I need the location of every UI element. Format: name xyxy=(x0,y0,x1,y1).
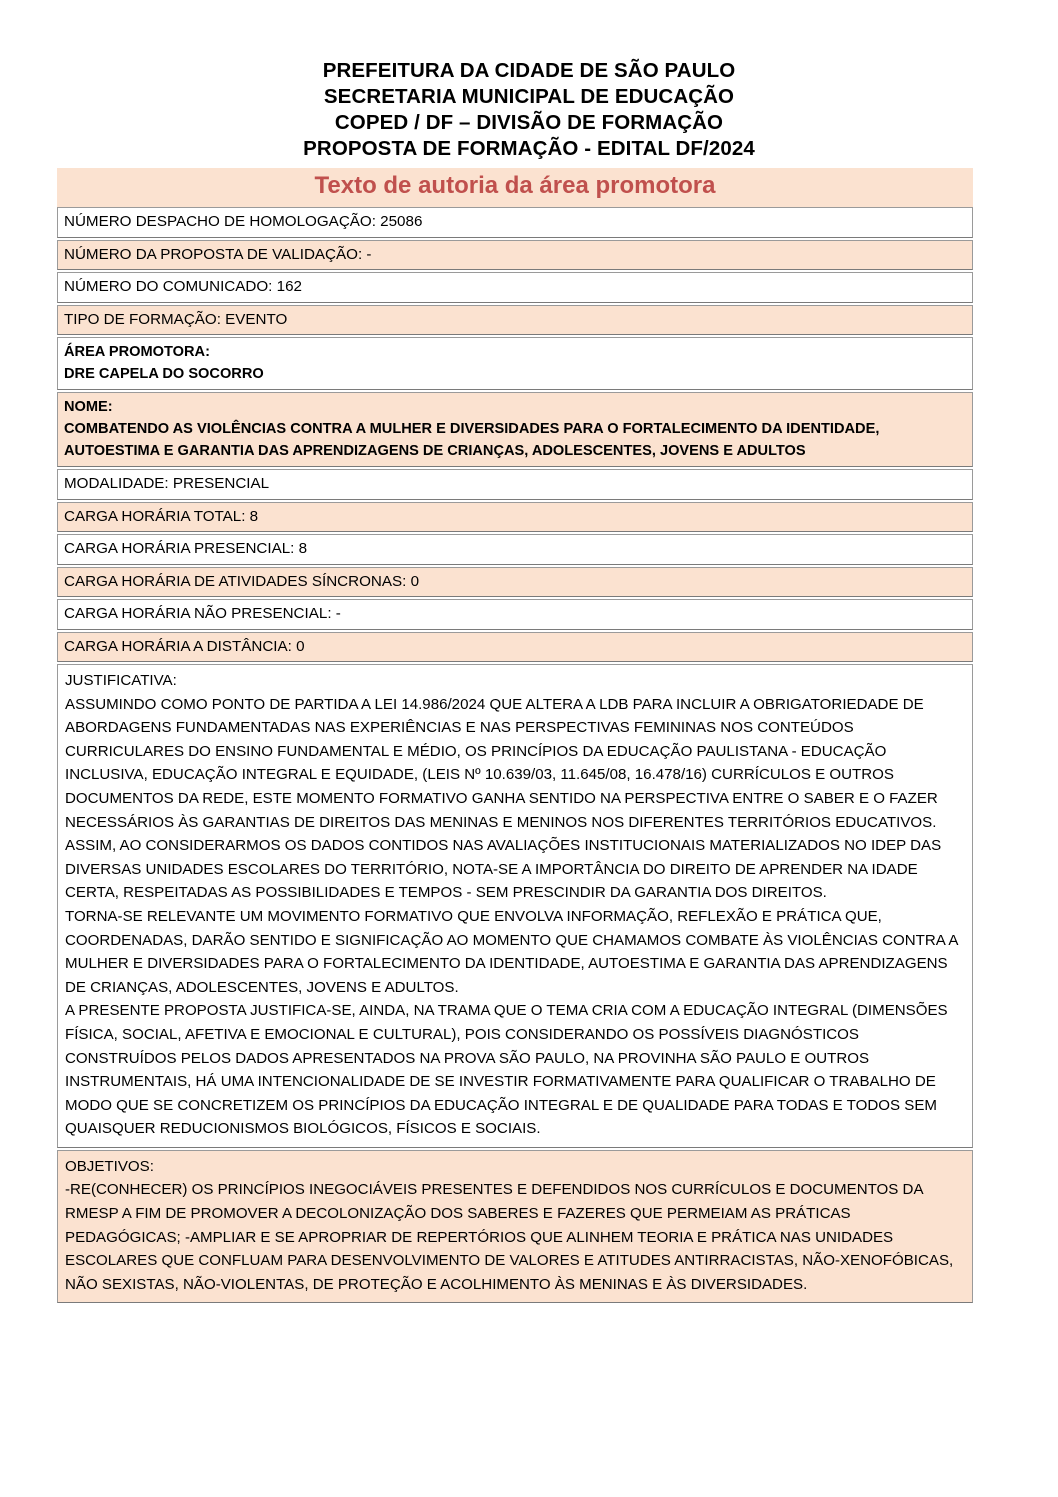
field-modalidade xyxy=(57,469,973,500)
field-area-promotora xyxy=(57,337,973,390)
field-objetivos-text: -RE(CONHECER) OS PRINCÍPIOS INEGOCIÁVEIS PRESENTES E DEFENDIDOS NOS CURRÍCULOS E DOCUMENTOS DA RMESP A FIM DE PROMOVER A DECOLONIZAÇÃO DOS SABERES E FAZERES QUE PERMEIAM AS PRÁTICAS PEDAGÓGICAS; -AMPLIAR E SE APROPRIAR DE REPERTÓRIOS QUE ALINHEM TEORIA E PRÁTICA NAS UNIDADES ESCOLARES QUE CONFLUAM PARA DESENVOLVIMENTO DE VALORES E ATITUDES ANTIRRACISTAS, NÃO-XENOFÓBICAS, NÃO SEXISTAS, NÃO-VIOLENTAS, DE PROTEÇÃO E ACOLHIMENTO ÀS MENINAS E ÀS DIVERSIDADES. xyxy=(65,1181,954,1293)
subtitle-text: Texto de autoria da área promotora xyxy=(314,172,716,199)
field-numero-despacho xyxy=(57,207,973,238)
field-nome xyxy=(57,392,973,467)
proposal-fields-table xyxy=(57,207,973,1303)
field-modalidade-text: MODALIDADE: PRESENCIAL xyxy=(64,475,270,492)
field-numero-despacho-text: NÚMERO DESPACHO DE HOMOLOGAÇÃO: 25086 xyxy=(64,213,423,230)
field-tipo-formacao xyxy=(57,305,973,336)
field-numero-comunicado xyxy=(57,272,973,303)
field-carga-presencial-text: CARGA HORÁRIA PRESENCIAL: 8 xyxy=(64,540,308,557)
field-numero-comunicado-text: NÚMERO DO COMUNICADO: 162 xyxy=(64,278,302,295)
field-carga-total-text: CARGA HORÁRIA TOTAL: 8 xyxy=(64,507,259,525)
field-objetivos xyxy=(57,1150,973,1304)
document-header xyxy=(0,0,1058,162)
field-justificativa-paragraph-2: ASSIM, AO CONSIDERARMOS OS DADOS CONTIDOS NAS AVALIAÇÕES INSTITUCIONAIS MATERIALIZADOS NO IDEP DAS DIVERSAS UNIDADES ESCOLARES DO TERRITÓRIO, NOTA-SE A IMPORTÂNCIA DO DIREITO DE APRENDER NA IDADE CERTA, RESPEITADAS AS POSSIBILIDADES E TEMPOS - SEM PRESCINDIR DA GARANTIA DOS DIREITOS. xyxy=(65,837,942,902)
field-numero-proposta xyxy=(57,240,973,271)
field-tipo-formacao-text: TIPO DE FORMAÇÃO: EVENTO xyxy=(64,310,288,328)
field-justificativa-paragraph-3: TORNA-SE RELEVANTE UM MOVIMENTO FORMATIVO QUE ENVOLVA INFORMAÇÃO, REFLEXÃO E PRÁTICA QUE, COORDENADAS, DARÃO SENTIDO E SIGNIFICAÇÃO AO MOMENTO QUE CHAMAMOS COMBATE ÀS VIOLÊNCIAS CONTRA A MULHER E DIVERSIDADES PARA O FORTALECIMENTO DA IDENTIDADE, AUTOESTIMA E GARANTIA DAS APRENDIZAGENS DE CRIANÇAS, ADOLESCENTES, JOVENS E ADULTOS. xyxy=(65,907,958,996)
field-nome-value: COMBATENDO AS VIOLÊNCIAS CONTRA A MULHER E DIVERSIDADES PARA O FORTALECIMENTO DA IDENTIDADE, AUTOESTIMA E GARANTIA DAS APRENDIZAGENS DE CRIANÇAS, ADOLESCENTES, JOVENS E ADULTOS xyxy=(64,421,880,459)
header-line-secretaria: SECRETARIA MUNICIPAL DE EDUCAÇÃO xyxy=(323,85,735,108)
field-carga-nao-presencial xyxy=(57,599,973,630)
field-objetivos-label: OBJETIVOS: xyxy=(65,1157,154,1175)
field-area-promotora-value: DRE CAPELA DO SOCORRO xyxy=(64,366,264,382)
subtitle-band xyxy=(57,168,973,207)
field-carga-sincronas-text: CARGA HORÁRIA DE ATIVIDADES SÍNCRONAS: 0 xyxy=(64,572,420,590)
field-justificativa-paragraph-1: ASSUMINDO COMO PONTO DE PARTIDA A LEI 14.986/2024 QUE ALTERA A LDB PARA INCLUIR A OBRIGATORIEDADE DE ABORDAGENS FUNDAMENTADAS NAS EXPERIÊNCIAS E NAS PERSPECTIVAS FEMININAS NOS CONTEÚDOS CURRICULARES DO ENSINO FUNDAMENTAL E MÉDIO, OS PRINCÍPIOS DA EDUCAÇÃO PAULISTANA - EDUCAÇÃO INCLUSIVA, EDUCAÇÃO INTEGRAL E EQUIDADE, (LEIS Nº 10.639/03, 11.645/08, 16.478/16) CURRÍCULOS E OUTROS DOCUMENTOS DA REDE, ESTE MOMENTO FORMATIVO GANHA SENTIDO NA PERSPECTIVA ENTRE O SABER E O FAZER NECESSÁRIOS ÀS GARANTIAS DE DIREITOS DAS MENINAS E MENINOS NOS DIFERENTES TERRITÓRIOS EDUCATIVOS. xyxy=(65,695,938,831)
field-area-promotora-label: ÁREA PROMOTORA: xyxy=(64,344,210,360)
field-carga-total xyxy=(57,502,973,533)
field-numero-proposta-text: NÚMERO DA PROPOSTA DE VALIDAÇÃO: - xyxy=(64,245,372,263)
field-justificativa-label: JUSTIFICATIVA: xyxy=(65,672,177,689)
field-justificativa-paragraph-4: A PRESENTE PROPOSTA JUSTIFICA-SE, AINDA, NA TRAMA QUE O TEMA CRIA COM A EDUCAÇÃO INTEGRAL (DIMENSÕES FÍSICA, SOCIAL, AFETIVA E EMOCIONAL E CULTURAL), POIS CONSIDERANDO OS POSSÍVEIS DIAGNÓSTICOS CONSTRUÍDOS PELOS DADOS APRESENTADOS NA PROVA SÃO PAULO, NA PROVINHA SÃO PAULO E OUTROS INSTRUMENTAIS, HÁ UMA INTENCIONALIDADE DE SE INVESTIR FORMATIVAMENTE PARA QUALIFICAR O TRABALHO DE MODO QUE SE CONCRETIZEM OS PRINCÍPIOS DA EDUCAÇÃO INTEGRAL E DE QUALIDADE PARA TODAS E TODOS SEM QUAISQUER REDUCIONISMOS BIOLÓGICOS, FÍSICOS E SOCIAIS. xyxy=(65,1002,948,1138)
field-carga-distancia xyxy=(57,632,973,663)
field-justificativa xyxy=(57,664,973,1148)
field-nome-label: NOME: xyxy=(64,399,113,415)
header-line-coped: COPED / DF – DIVISÃO DE FORMAÇÃO xyxy=(334,111,724,134)
header-line-prefeitura: PREFEITURA DA CIDADE DE SÃO PAULO xyxy=(322,59,736,82)
field-carga-distancia-text: CARGA HORÁRIA A DISTÂNCIA: 0 xyxy=(64,637,305,655)
field-carga-presencial xyxy=(57,534,973,565)
field-carga-nao-presencial-text: CARGA HORÁRIA NÃO PRESENCIAL: - xyxy=(64,605,341,622)
field-carga-sincronas xyxy=(57,567,973,598)
header-line-proposta: PROPOSTA DE FORMAÇÃO - EDITAL DF/2024 xyxy=(303,137,755,160)
